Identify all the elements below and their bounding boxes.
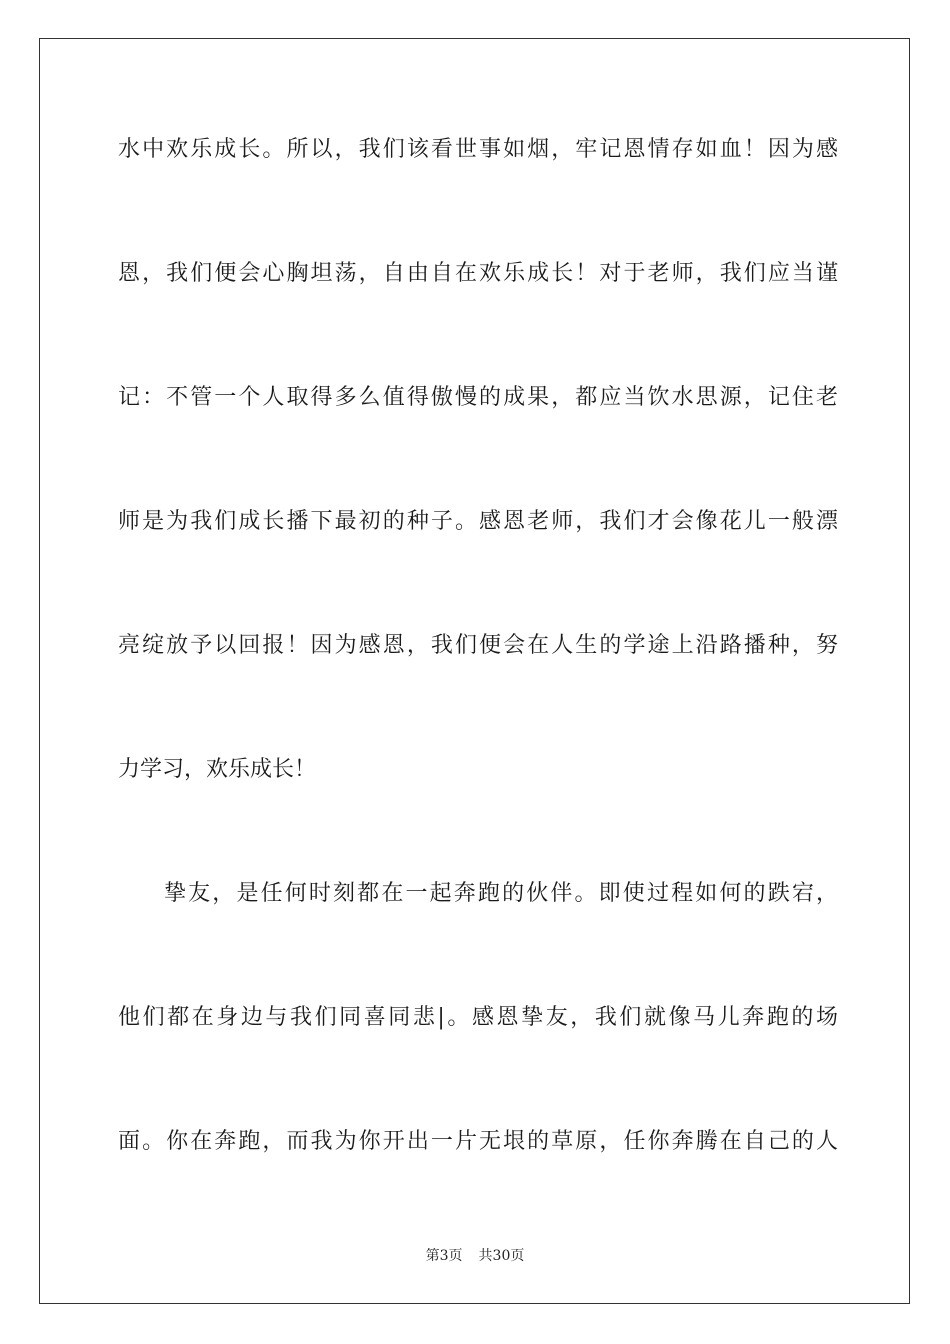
body-line-3: 记：不管一个人取得多么值得傲慢的成果，都应当饮水思源，记住老 [118,385,838,410]
page-footer [0,1246,950,1266]
page-border [39,38,910,1304]
body-line-1: 水中欢乐成长。所以，我们该看世事如烟，牢记恩情存如血！因为感 [118,137,838,162]
body-line-6: 力学习，欢乐成长！ [118,757,317,782]
body-line-2: 恩，我们便会心胸坦荡，自由自在欢乐成长！对于老师，我们应当谨 [118,261,838,286]
page-number: 第3页 [425,1248,463,1264]
body-line-9: 面。你在奔跑，而我为你开出一片无垠的草原，任你奔腾在自己的人 [118,1129,838,1154]
page-total: 共30页 [478,1248,525,1264]
body-line-5: 亮绽放予以回报！因为感恩，我们便会在人生的学途上沿路播种，努 [118,633,838,658]
paragraph-start-line: 挚友，是任何时刻都在一起奔跑的伙伴。即使过程如何的跌宕， [164,881,838,906]
body-line-8: 他们都在身边与我们同喜同悲|。感恩挚友，我们就像马儿奔跑的场 [118,1005,838,1030]
body-line-4: 师是为我们成长播下最初的种子。感恩老师，我们才会像花儿一般漂 [118,509,838,534]
